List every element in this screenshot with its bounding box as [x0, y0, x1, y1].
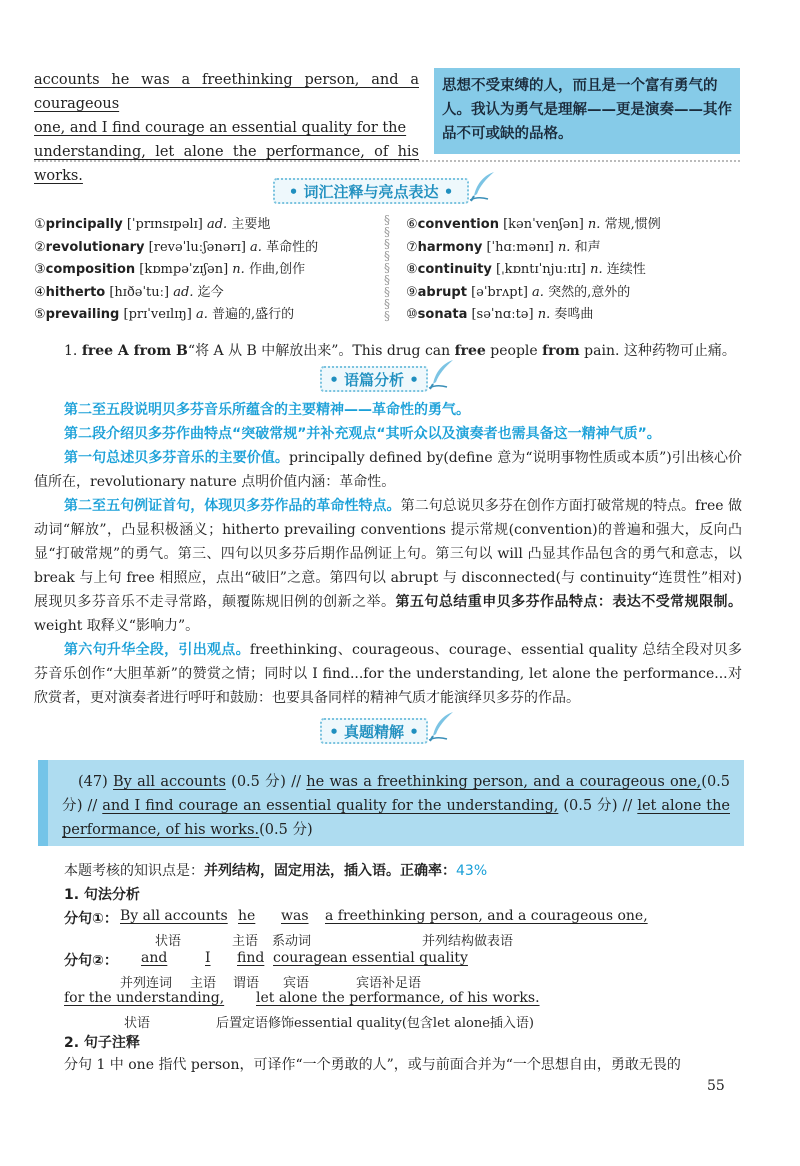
- clause-word: let alone the performance, of his works.: [256, 990, 540, 1006]
- clause-role: 宾语补足语: [356, 976, 422, 991]
- vocab-item: ③composition [kɒmpəˈzɪʃən] n. 作曲,创作: [34, 262, 306, 277]
- analysis-sentence-1: 第一句总述贝多芬音乐的主要价值。principally defined by(define 意为“说明事物性质或本质”)引出核心价值所在，revolutionary nature 点明价值内涵：革命性。: [34, 450, 743, 490]
- passage-translation: 思想不受束缚的人，而且是一个富有勇气的人。我认为勇气是理解——更是演奏——其作品不可或缺的品格。: [434, 68, 740, 154]
- clause-word: find: [237, 950, 265, 966]
- analysis-sentence-6: 第六句升华全段，引出观点。freethinking、courageous、courage、essential quality 总结全段对贝多芬音乐创作“大胆革新”的赞赏之情；同时以 I find...for the understanding, let alone the performance...对欣赏者，更对演奏者进行呼吁和鼓励：也要具备同样的精神气质才能演绎贝多芬的作品。: [34, 642, 742, 706]
- clause-role: 宾语: [283, 976, 310, 991]
- vocab-divider: § § § § § § § § §: [384, 213, 390, 323]
- clause-word: he: [238, 908, 256, 924]
- clause-word: for the understanding,: [64, 990, 225, 1006]
- clause-role: 并列连词: [120, 976, 173, 991]
- clause-role: 系动词: [272, 934, 312, 949]
- passage-line: accounts he was a freethinking person, and a courageous: [34, 72, 419, 112]
- annotation-text: 分句 1 中 one 指代 person，可译作“一个勇敢的人”，或与前面合并为“一个思想自由，勇敢无畏的: [64, 1057, 681, 1073]
- vocab-item: ⑨abrupt [əˈbrʌpt] a. 突然的,意外的: [406, 284, 631, 300]
- clause-2-label: 分句②：: [64, 953, 118, 969]
- divider: [34, 160, 740, 162]
- clause-role: 谓语: [233, 976, 260, 991]
- vocab-list-left: [34, 214, 318, 327]
- vocab-item: ①principally [ˈprɪnsɪpəlɪ] ad. 主要地: [34, 217, 271, 232]
- quill-icon: [427, 710, 457, 742]
- clause-role: 主语: [232, 934, 259, 949]
- clause-word: and: [141, 950, 168, 966]
- vocab-item: ⑧continuity [ˌkɒntɪˈnjuːɪtɪ] n. 连续性: [406, 262, 646, 277]
- vocab-item: ⑩sonata [səˈnɑːtə] n. 奏鸣曲: [406, 307, 594, 322]
- clause-1-label: 分句①：: [64, 911, 118, 927]
- quill-icon: [468, 170, 498, 202]
- analysis-sentences-2-5: 第二至五句例证首句，体现贝多芬作品的革命性特点。第二句总说贝多芬在创作方面打破常规的特点。free 做动词“解放”，凸显积极涵义；hitherto prevailing conventions 提示常规(convention)的普遍和强大，反向凸显“打破常规”的勇气。第三、四句以贝多芬后期作品例证上句。第三句以 will 凸显其作品包含的勇气和意志，以 break 与上句 free 相照应，点出“破旧”之意。第四句以 abrupt 与 disconnected(与 continuity“连贯性”相对)展现贝多芬音乐不走寻常路，颠覆陈规旧例的创新之举。第五句总结重申贝多芬作品特点：表达不受常规限制。weight 取释义“影响力”。: [34, 498, 743, 634]
- passage-line: one, and I find courage an essential quality for the: [34, 120, 407, 136]
- clause-word: I: [205, 950, 211, 966]
- annotation-heading: 2. 句子注释: [64, 1035, 140, 1051]
- syntax-heading: 1. 句法分析: [64, 887, 140, 903]
- passage-line: understanding, let alone the performance, of his works.: [34, 144, 419, 184]
- clause-role: 并列结构做表语: [422, 934, 514, 949]
- vocab-item: ⑦harmony [ˈhɑːmənɪ] n. 和声: [406, 239, 601, 255]
- vocab-list-right: [406, 214, 661, 327]
- clause-word: was: [281, 908, 309, 924]
- clause-word: an essential quality: [330, 950, 468, 966]
- analysis-section-title: • 语篇分析 •: [320, 366, 428, 392]
- knowledge-points: 本题考核的知识点是：并列结构，固定用法，插入语。正确率：43%: [64, 863, 488, 879]
- clause-role: 状语: [155, 934, 182, 949]
- exam-answer-box: (47) By all accounts (0.5 分) // he was a freethinking person, and a courageous one,(0.5 分) // and I find courage an essential quality for the understanding, (0.5 分) // let alone the performance, of his works.(0.5 分): [38, 760, 744, 846]
- clause-word: By all accounts: [120, 908, 228, 924]
- phrase-note: 1. free A from B“将 A 从 B 中解放出来”。This drug can free people from pain. 这种药物可止痛。: [64, 343, 736, 359]
- vocab-item: ⑤prevailing [prɪˈveɪlɪŋ] a. 普遍的,盛行的: [34, 307, 295, 322]
- vocab-item: ②revolutionary [revəˈluːʃənərɪ] a. 革命性的: [34, 239, 319, 255]
- clause-word: courage: [273, 950, 331, 966]
- clause-role: 主语: [190, 976, 217, 991]
- clause-role: 状语: [124, 1016, 151, 1031]
- analysis-paragraph-2: 第二段介绍贝多芬作曲特点“突破常规”并补充观点“其听众以及演奏者也需具备这一精神气质”。: [64, 426, 661, 442]
- vocab-item: ④hitherto [hɪðəˈtuː] ad. 迄今: [34, 284, 224, 300]
- clause-word: a freethinking person, and a courageous one,: [325, 908, 648, 924]
- page-number: 55: [707, 1078, 725, 1094]
- clause-role: 后置定语修饰essential quality(包含let alone插入语): [216, 1016, 535, 1031]
- vocab-item: ⑥convention [kənˈvenʃən] n. 常规,惯例: [406, 217, 661, 232]
- exam-section-title: • 真题精解 •: [320, 718, 428, 744]
- quill-icon: [427, 358, 457, 390]
- vocab-section-title: • 词汇注释与亮点表达 •: [273, 178, 469, 204]
- analysis-summary: 第二至五段说明贝多芬音乐所蕴含的主要精神——革命性的勇气。: [64, 402, 470, 418]
- passage-english: [34, 68, 419, 188]
